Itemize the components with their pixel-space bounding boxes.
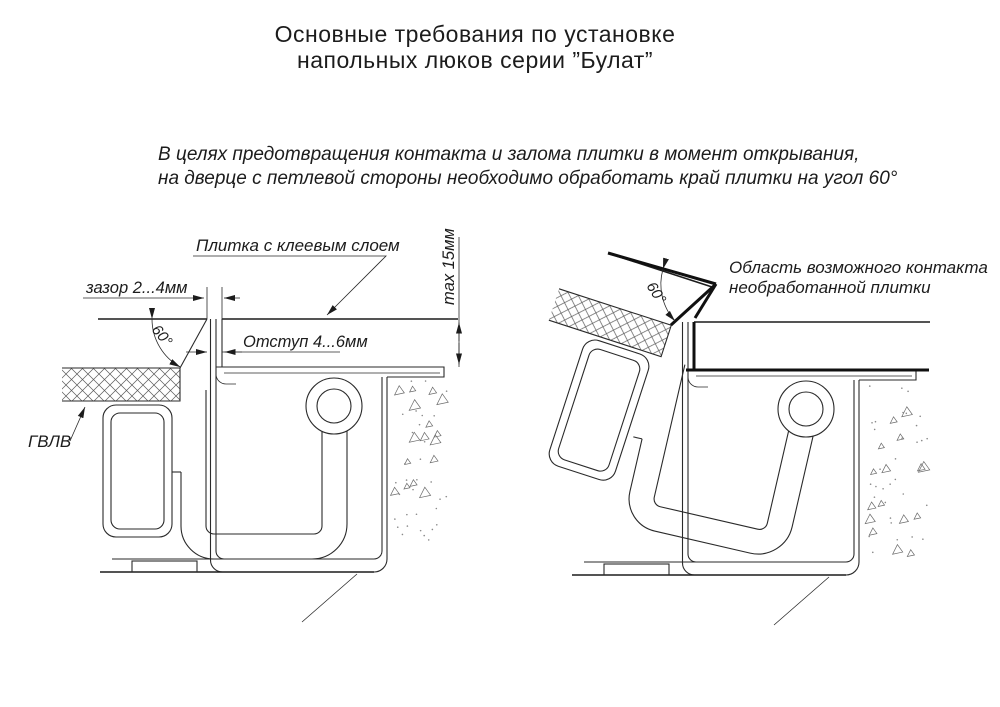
max-height-label: max 15мм	[440, 228, 458, 305]
right-view-open-hatch	[507, 242, 930, 625]
left-door	[62, 319, 207, 537]
right-concrete-speckles	[865, 385, 930, 556]
note-line1: В целях предотвращения контакта и залома плитки в момент открывания,	[158, 144, 860, 165]
contact-area-label-line2: необработанной плитки	[729, 278, 931, 297]
gvl-label: ГВЛВ	[28, 432, 72, 451]
right-hinge-ring	[778, 381, 834, 437]
left-hinge-arm	[172, 390, 347, 559]
page-title-line1: Основные требования по установке	[274, 21, 676, 47]
right-hinge-arm	[614, 357, 823, 561]
left-hinge-ring	[306, 378, 362, 434]
left-angle-label: 60°	[147, 321, 176, 350]
gap-dimension-label: зазор 2...4мм	[86, 279, 188, 297]
left-concrete-speckles	[391, 380, 449, 540]
left-frame	[100, 319, 458, 622]
contact-area-label-line1: Область возможного контакта	[729, 258, 988, 277]
offset-dimension-label: Отступ 4...6мм	[243, 333, 368, 351]
right-angle-label: 60°	[642, 278, 670, 308]
note-line2: на дверце с петлевой стороны необходимо обработать край плитки на угол 60°	[158, 168, 898, 189]
page-title-line2: напольных люков серии ”Булат”	[297, 47, 653, 73]
tile-with-adhesive-label: Плитка с клеевым слоем	[196, 236, 400, 255]
right-door-tilted	[507, 242, 712, 494]
